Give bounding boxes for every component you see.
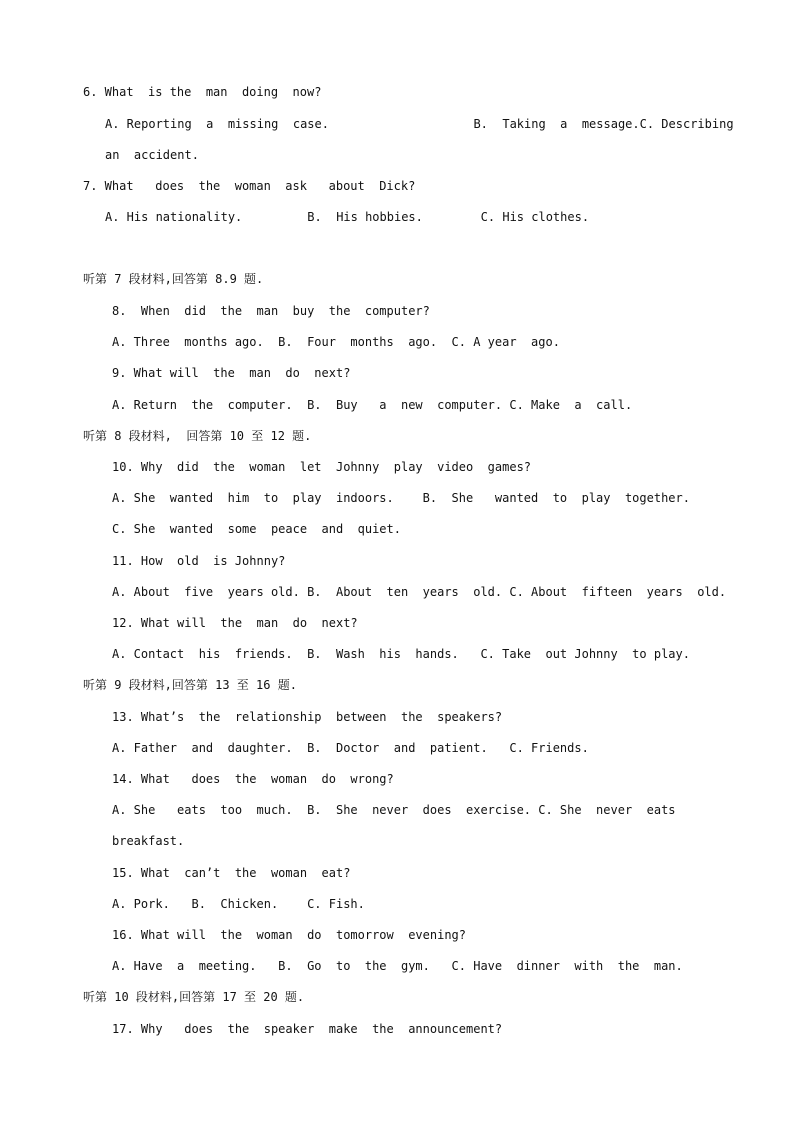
question-14-stem: 14. What does the woman do wrong?	[112, 772, 394, 786]
section-heading-7: 听第 7 段材料,回答第 8.9 题.	[83, 272, 264, 286]
question-10-stem: 10. Why did the woman let Johnny play video games?	[112, 460, 532, 474]
question-11-options: A. About five years old. B. About ten years old. C. About fifteen years old.	[112, 585, 727, 599]
question-13-stem: 13. What’s the relationship between the speakers?	[112, 710, 503, 724]
question-12-options: A. Contact his friends. B. Wash his hands. C. Take out Johnny to play.	[112, 647, 690, 661]
question-7-options: A. His nationality. B. His hobbies. C. His clothes.	[105, 210, 590, 224]
question-14-options-continued: breakfast.	[112, 834, 185, 848]
question-7-stem: 7. What does the woman ask about Dick?	[83, 179, 416, 193]
question-10-options: A. She wanted him to play indoors. B. She wanted to play together.	[112, 491, 690, 505]
question-9-stem: 9. What will the man do next?	[112, 366, 351, 380]
question-14-options: A. She eats too much. B. She never does exercise. C. She never eats	[112, 803, 676, 817]
question-15-options: A. Pork. B. Chicken. C. Fish.	[112, 897, 365, 911]
question-13-options: A. Father and daughter. B. Doctor and patient. C. Friends.	[112, 741, 589, 755]
section-heading-8: 听第 8 段材料, 回答第 10 至 12 题.	[83, 429, 312, 443]
question-16-stem: 16. What will the woman do tomorrow evening?	[112, 928, 467, 942]
question-17-stem: 17. Why does the speaker make the announcement?	[112, 1022, 503, 1036]
question-12-stem: 12. What will the man do next?	[112, 616, 358, 630]
question-6-stem: 6. What is the man doing now?	[83, 85, 322, 99]
section-heading-10: 听第 10 段材料,回答第 17 至 20 题.	[83, 990, 305, 1004]
question-15-stem: 15. What can’t the woman eat?	[112, 866, 351, 880]
question-6-options: A. Reporting a missing case. B. Taking a message.C. Describing	[105, 117, 734, 131]
question-8-stem: 8. When did the man buy the computer?	[112, 304, 430, 318]
question-11-stem: 11. How old is Johnny?	[112, 554, 286, 568]
question-10-options-continued: C. She wanted some peace and quiet.	[112, 522, 401, 536]
question-8-options: A. Three months ago. B. Four months ago. C. A year ago.	[112, 335, 560, 349]
section-heading-9: 听第 9 段材料,回答第 13 至 16 题.	[83, 678, 297, 692]
question-6-options-continued: an accident.	[105, 148, 199, 162]
question-16-options: A. Have a meeting. B. Go to the gym. C. Have dinner with the man.	[112, 959, 683, 973]
question-9-options: A. Return the computer. B. Buy a new computer. C. Make a call.	[112, 398, 633, 412]
